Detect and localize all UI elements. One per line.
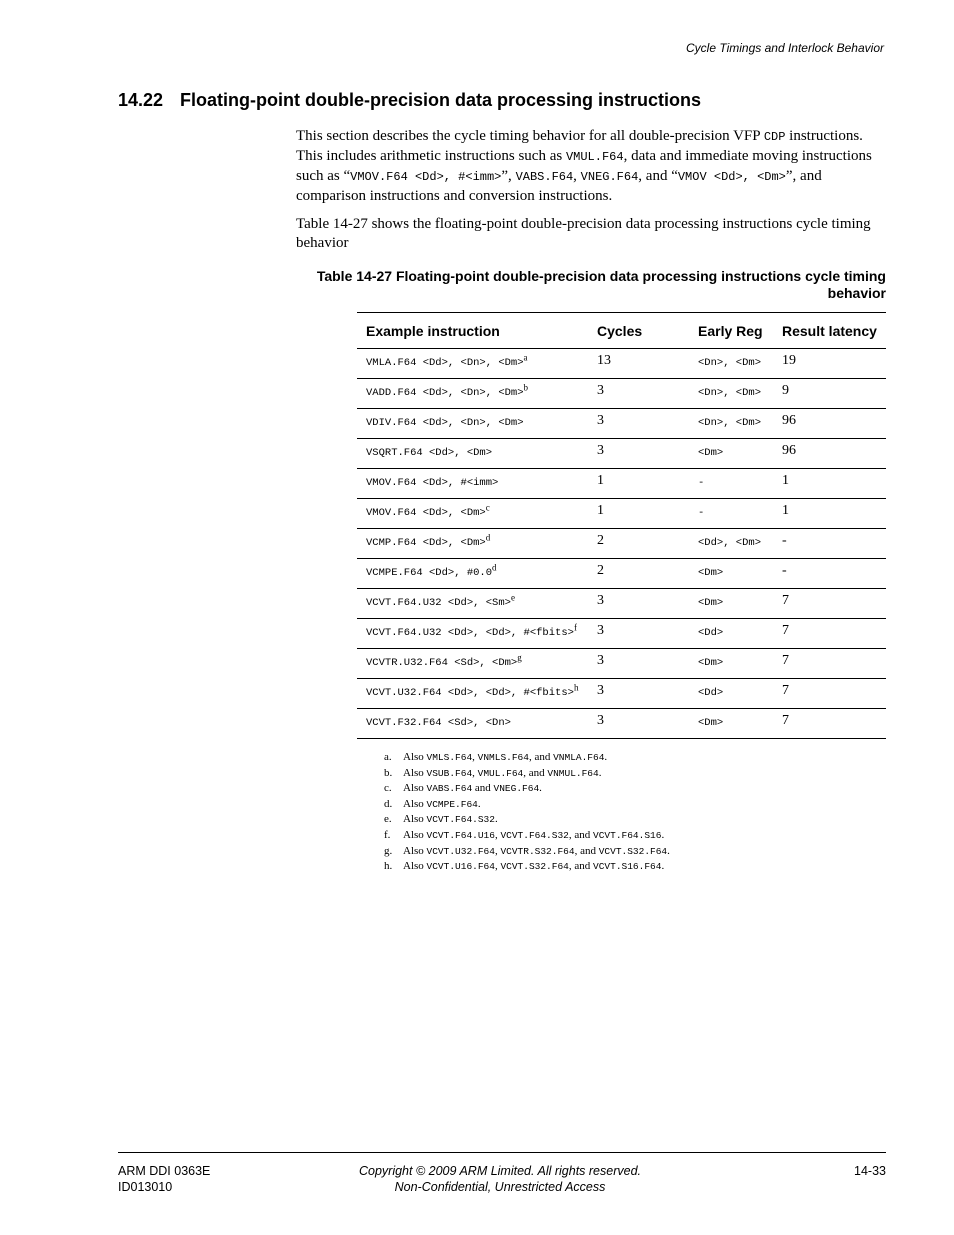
footnote-marker: a <box>523 352 528 363</box>
table-reference-paragraph: Table 14-27 shows the floating-point double-precision data processing instructions cycle timing behavior <box>296 216 871 251</box>
footnote-code: VCVT.F64.S16 <box>593 829 662 841</box>
footnote-code: VABS.F64 <box>426 783 473 795</box>
footer-rule <box>118 1152 886 1153</box>
code-vneg: VNEG.F64 <box>580 170 639 184</box>
table-row <box>357 679 886 709</box>
cell-result-latency: 7 <box>773 649 886 679</box>
running-header: Cycle Timings and Interlock Behavior <box>686 41 884 55</box>
footnote-text: , and <box>568 860 594 873</box>
cell-early-reg: <Dn>, <Dm> <box>689 379 773 409</box>
cell-early-reg: <Dd> <box>689 619 773 649</box>
table-row <box>357 559 886 589</box>
para-text: , <box>573 168 581 184</box>
footnote-code: VCVT.S16.F64 <box>593 861 662 873</box>
cell-instruction <box>357 679 588 709</box>
code-cdp: CDP <box>763 130 786 144</box>
header-cycles: Cycles <box>588 313 689 349</box>
footnote-text: . <box>494 813 498 826</box>
cell-result-latency: 96 <box>773 409 886 439</box>
cell-result-latency: 1 <box>773 499 886 529</box>
cycle-timing-table <box>357 312 886 739</box>
footnote-text: . <box>477 797 481 810</box>
cell-instruction <box>357 469 588 499</box>
table-header-row <box>357 313 886 349</box>
footnote-text: , and <box>568 828 594 841</box>
footnote-text: , <box>494 860 501 873</box>
cell-result-latency: 96 <box>773 439 886 469</box>
footnote-text: . <box>661 828 665 841</box>
table-row <box>357 499 886 529</box>
instruction-text: VMLA.F64 <Dd>, <Dn>, <Dm> <box>366 357 524 369</box>
footnote-text: , and <box>523 766 548 779</box>
footnote-marker: d <box>492 562 497 573</box>
footnote-text: . <box>661 860 665 873</box>
cell-cycles: 3 <box>588 649 689 679</box>
cell-result-latency: 1 <box>773 469 886 499</box>
page-number: 14-33 <box>854 1164 886 1178</box>
footnote-code: VCVT.F64.S32 <box>426 814 495 826</box>
cell-cycles: 3 <box>588 439 689 469</box>
cell-cycles: 1 <box>588 499 689 529</box>
footnote-code: VCMPE.F64 <box>426 798 478 810</box>
footnote-text: Also <box>403 860 427 873</box>
section-number: 14.22 <box>118 90 164 110</box>
footnote-marker: g <box>517 652 522 663</box>
intro-paragraph <box>296 127 888 206</box>
cell-cycles: 3 <box>588 709 689 739</box>
instruction-text: VMOV.F64 <Dd>, <Dm> <box>366 507 486 519</box>
table-caption-line: behavior <box>827 285 886 301</box>
footnote-text: Also <box>403 782 427 795</box>
issue-id: ID013010 <box>118 1180 173 1194</box>
cell-instruction <box>357 379 588 409</box>
footnote-code: VNMLS.F64 <box>477 752 529 763</box>
cell-instruction <box>357 619 588 649</box>
cell-instruction <box>357 559 588 589</box>
cell-early-reg: <Dm> <box>689 589 773 619</box>
table-body <box>357 349 886 739</box>
footnote-text: , and <box>574 844 599 857</box>
footnote <box>384 859 670 875</box>
cell-early-reg: <Dm> <box>689 559 773 589</box>
table-caption <box>300 268 886 302</box>
footnote-code: VMLS.F64 <box>426 752 473 763</box>
instruction-text: VCVTR.U32.F64 <Sd>, <Dm> <box>366 657 518 669</box>
footnote-marker: f <box>573 622 577 633</box>
table-caption-line: Table 14-27 Floating-point double-precision data processing instructions cycle timing <box>316 268 886 284</box>
instruction-text: VCMPE.F64 <Dd>, #0.0 <box>366 567 493 579</box>
table-row <box>357 589 886 619</box>
table-row <box>357 349 886 379</box>
footnote-code: VCVT.S32.F64 <box>598 845 668 857</box>
footnote-marker: e <box>510 592 515 603</box>
table-row <box>357 469 886 499</box>
footnote-text: , <box>494 844 501 857</box>
para-text: , data and immediate moving instructions such as “ <box>296 148 872 184</box>
cell-cycles: 13 <box>588 349 689 379</box>
cell-instruction <box>357 529 588 559</box>
instruction-text: VDIV.F64 <Dd>, <Dn>, <Dm> <box>366 417 524 429</box>
instruction-text: VCVT.F32.F64 <Sd>, <Dn> <box>366 717 511 729</box>
instruction-text: VADD.F64 <Dd>, <Dn>, <Dm> <box>366 387 524 399</box>
footnote-text: , <box>494 828 501 841</box>
para-text: This section describes the cycle timing behavior for all double-precision VFP <box>296 128 764 144</box>
footnote-letter: e. <box>384 813 392 826</box>
table-footnotes <box>384 750 670 875</box>
footnote-code: VSUB.F64 <box>426 767 473 779</box>
section-title: Floating-point double-precision data processing instructions <box>180 90 702 110</box>
cell-cycles: 3 <box>588 409 689 439</box>
cell-instruction <box>357 499 588 529</box>
code-vabs: VABS.F64 <box>515 170 574 184</box>
footnote-text: Also <box>403 766 427 779</box>
footnote <box>384 781 670 797</box>
footnote-letter: g. <box>384 844 393 857</box>
footnote-text: , and <box>528 751 554 763</box>
instruction-text: VCMP.F64 <Dd>, <Dm> <box>366 537 486 549</box>
cell-instruction <box>357 439 588 469</box>
cell-instruction <box>357 589 588 619</box>
footnote-code: VNMLA.F64 <box>553 752 605 763</box>
footnote-code: VNMUL.F64 <box>547 767 599 779</box>
header-result-latency: Result latency <box>773 313 886 349</box>
footnote-code: VCVT.U16.F64 <box>426 861 495 873</box>
cell-result-latency: 7 <box>773 619 886 649</box>
cell-result-latency: 19 <box>773 349 886 379</box>
instruction-text: VCVT.F64.U32 <Dd>, <Sm> <box>366 597 511 609</box>
cell-cycles: 2 <box>588 559 689 589</box>
footnote-text: . <box>604 751 608 763</box>
footnote <box>384 828 670 844</box>
footnote-code: VCVT.U32.F64 <box>426 845 495 857</box>
cell-result-latency: 7 <box>773 589 886 619</box>
footnote-marker: h <box>573 682 579 693</box>
footer-legal <box>300 1163 700 1195</box>
para-text: , and “ <box>638 168 678 184</box>
cell-early-reg: <Dm> <box>689 439 773 469</box>
cell-instruction <box>357 409 588 439</box>
cell-cycles: 3 <box>588 619 689 649</box>
cell-cycles: 3 <box>588 589 689 619</box>
cell-early-reg: - <box>689 499 773 529</box>
footnote-code: VCVT.S32.F64 <box>500 861 569 873</box>
header-early-reg: Early Reg <box>689 313 773 349</box>
cell-instruction <box>357 649 588 679</box>
footnote-text: and <box>472 782 494 795</box>
table-row <box>357 439 886 469</box>
footnote-text: Also <box>403 828 427 841</box>
para-text: ”, <box>501 168 516 184</box>
footnote-text: . <box>598 766 602 779</box>
cell-early-reg: <Dn>, <Dm> <box>689 409 773 439</box>
footnote-text: Also <box>403 751 427 763</box>
cell-cycles: 3 <box>588 679 689 709</box>
para-text: instructions. This includes arithmetic instructions such as <box>296 128 863 164</box>
cell-early-reg: <Dd>, <Dm> <box>689 529 773 559</box>
footnote-marker: d <box>485 532 491 543</box>
access-notice: Non-Confidential, Unrestricted Access <box>394 1180 606 1194</box>
cell-cycles: 2 <box>588 529 689 559</box>
cell-early-reg: <Dm> <box>689 709 773 739</box>
footnote-letter: h. <box>384 860 393 873</box>
table-row <box>357 649 886 679</box>
footnote-text: . <box>539 782 542 795</box>
footnote-marker: b <box>523 382 529 393</box>
para-text: ”, and comparison instructions and conversion instructions. <box>296 168 822 204</box>
copyright-notice: Copyright © 2009 ARM Limited. All rights reserved. <box>358 1164 641 1178</box>
code-vmov-reg: VMOV <Dd>, <Dm> <box>677 170 786 184</box>
table-row <box>357 379 886 409</box>
footnote-code: VNEG.F64 <box>493 783 540 795</box>
footnote-text: , <box>472 766 478 779</box>
footnote-text: Also <box>403 844 427 857</box>
footnote-text: . <box>667 844 670 857</box>
code-vmov-imm: VMOV.F64 <Dd>, #<imm> <box>350 170 502 184</box>
cell-cycles: 1 <box>588 469 689 499</box>
footnote <box>384 750 670 766</box>
instruction-text: VSQRT.F64 <Dd>, <Dm> <box>366 447 493 459</box>
footnote <box>384 844 670 860</box>
footnote <box>384 812 670 828</box>
footnote-letter: c. <box>384 782 392 795</box>
cell-result-latency: - <box>773 529 886 559</box>
cell-early-reg: - <box>689 469 773 499</box>
footnote-letter: b. <box>384 766 393 779</box>
cell-cycles: 3 <box>588 379 689 409</box>
cell-result-latency: 7 <box>773 679 886 709</box>
cell-instruction <box>357 709 588 739</box>
cell-early-reg: <Dd> <box>689 679 773 709</box>
table-row <box>357 619 886 649</box>
instruction-text: VMOV.F64 <Dd>, #<imm> <box>366 477 499 489</box>
footnote-letter: d. <box>384 797 393 810</box>
cell-early-reg: <Dn>, <Dm> <box>689 349 773 379</box>
footnote-marker: c <box>485 502 490 513</box>
cell-instruction <box>357 349 588 379</box>
table-row <box>357 529 886 559</box>
instruction-text: VCVT.F64.U32 <Dd>, <Dd>, #<fbits> <box>366 627 574 639</box>
footnote-code: VCVT.F64.U16 <box>426 829 495 841</box>
table-row <box>357 409 886 439</box>
doc-id: ARM DDI 0363E <box>118 1164 211 1178</box>
cell-result-latency: 9 <box>773 379 886 409</box>
cell-result-latency: 7 <box>773 709 886 739</box>
code-vmul: VMUL.F64 <box>565 150 624 164</box>
section-heading <box>118 90 701 111</box>
header-example-instruction: Example instruction <box>357 313 588 349</box>
footnote <box>384 766 670 782</box>
footnote-text: Also <box>403 797 427 810</box>
footnote-code: VCVT.F64.S32 <box>500 829 569 841</box>
footnote-code: VCVTR.S32.F64 <box>500 845 575 857</box>
instruction-text: VCVT.U32.F64 <Dd>, <Dd>, #<fbits> <box>366 687 574 699</box>
footnote-letter: f. <box>384 828 391 841</box>
footnote-code: VMUL.F64 <box>477 767 524 779</box>
footnote <box>384 797 670 813</box>
footnote-letter: a. <box>384 751 392 763</box>
table-row <box>357 709 886 739</box>
footnote-text: Also <box>403 813 427 826</box>
cell-result-latency: - <box>773 559 886 589</box>
cell-early-reg: <Dm> <box>689 649 773 679</box>
footer-doc-ids <box>118 1163 210 1195</box>
footnote-text: , <box>472 751 478 763</box>
